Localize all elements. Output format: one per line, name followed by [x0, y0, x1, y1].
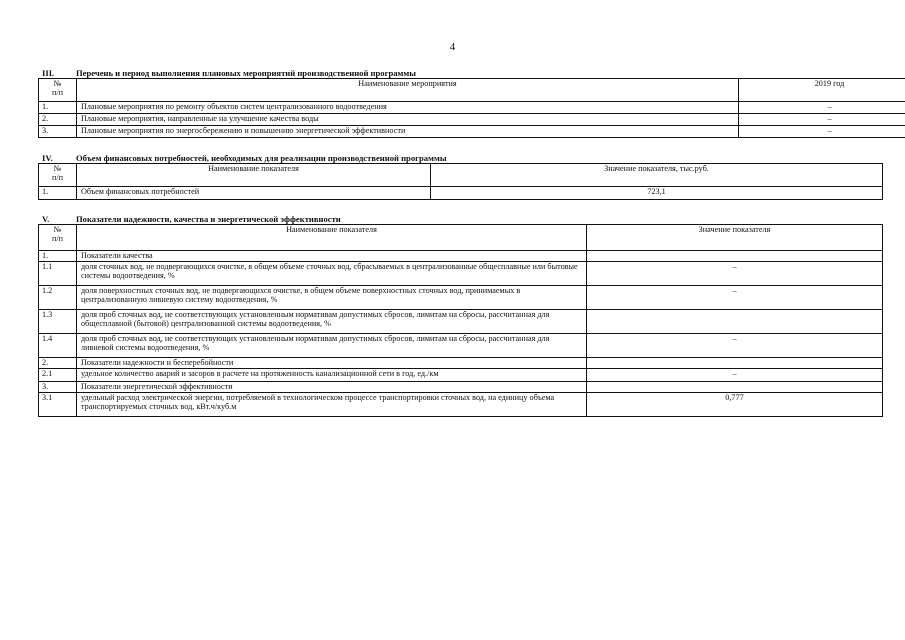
row-number: 1. — [39, 102, 77, 114]
table-header-row — [39, 225, 883, 251]
page-number: 4 — [449, 41, 456, 53]
row-value: – — [739, 126, 905, 138]
table-row — [39, 382, 883, 393]
row-name: Показатели надежности и бесперебойности — [77, 358, 587, 369]
row-value: – — [739, 102, 905, 114]
row-number: 1. — [39, 187, 77, 200]
section-5-title — [42, 214, 341, 224]
row-value: – — [587, 369, 883, 382]
table-row — [39, 310, 883, 334]
col-header-value: Значение показателя — [587, 225, 883, 251]
section-3-number: III. — [42, 68, 55, 78]
col-header-year: 2019 год — [739, 79, 905, 102]
row-name: доля проб сточных вод, не соответствующих установленным нормативам допустимых сбросов, лимитам на сбросы, рассчитанная для ливневой системы водоотведения, % — [77, 334, 587, 358]
section-5-heading: Показатели надежности, качества и энергетической эффективности — [76, 214, 341, 224]
col-header-no: № п/п — [39, 164, 77, 187]
row-number: 3. — [39, 382, 77, 393]
row-number: 2.1 — [39, 369, 77, 382]
row-name: Показатели качества — [77, 251, 587, 262]
section-4-heading: Объем финансовых потребностей, необходимых для реализации производственной программы — [76, 153, 447, 163]
row-number: 1.2 — [39, 286, 77, 310]
table-row — [39, 114, 905, 126]
row-number: 1.1 — [39, 262, 77, 286]
row-name: удельное количество аварий и засоров в расчете на протяженность канализационной сети в год, ед./км — [77, 369, 587, 382]
row-name: Плановые мероприятия, направленные на улучшение качества воды — [77, 114, 739, 126]
table-row — [39, 334, 883, 358]
row-number: 2. — [39, 114, 77, 126]
table-row — [39, 393, 883, 417]
indicators-table — [38, 224, 883, 417]
row-name: Объем финансовых потребностей — [77, 187, 431, 200]
row-number: 1.4 — [39, 334, 77, 358]
row-number: 1. — [39, 251, 77, 262]
row-value: – — [587, 334, 883, 358]
table-row — [39, 286, 883, 310]
section-4-number: IV. — [42, 153, 53, 163]
row-number: 1.3 — [39, 310, 77, 334]
financial-needs-table — [38, 163, 883, 200]
row-number: 2. — [39, 358, 77, 369]
row-value — [587, 251, 883, 262]
row-value: – — [587, 262, 883, 286]
row-value: – — [587, 286, 883, 310]
col-header-name: Наименование показателя — [77, 164, 431, 187]
col-header-name: Наименование показателя — [77, 225, 587, 251]
row-value — [587, 310, 883, 334]
row-value: 723,1 — [431, 187, 883, 200]
col-header-value: Значение показателя, тыс.руб. — [431, 164, 883, 187]
row-name: Плановые мероприятия по ремонту объектов систем централизованного водоотведения — [77, 102, 739, 114]
section-3-title — [42, 68, 416, 78]
table-row — [39, 251, 883, 262]
row-name: удельный расход электрической энергии, потребляемой в технологическом процессе транспортировки сточных вод, на единицу объема транспортируемых сточных вод, кВт.ч/куб.м — [77, 393, 587, 417]
section-5-number: V. — [42, 214, 50, 224]
col-header-name: Наименование мероприятия — [77, 79, 739, 102]
row-name: Показатели энергетической эффективности — [77, 382, 587, 393]
table-row — [39, 126, 905, 138]
table-row — [39, 369, 883, 382]
col-header-no: № п/п — [39, 79, 77, 102]
table-row — [39, 262, 883, 286]
row-name: доля сточных вод, не подвергающихся очистке, в общем объеме сточных вод, сбрасываемых в централизованные общесплавные или бытовые системы водоотведения, % — [77, 262, 587, 286]
row-value — [587, 358, 883, 369]
table-row — [39, 102, 905, 114]
section-3-heading: Перечень и период выполнения плановых мероприятий производственной программы — [76, 68, 416, 78]
planned-measures-table — [38, 78, 905, 138]
row-number: 3. — [39, 126, 77, 138]
row-value: – — [739, 114, 905, 126]
row-name: Плановые мероприятия по энергосбережению и повышению энергетической эффективности — [77, 126, 739, 138]
col-header-no: № п/п — [39, 225, 77, 251]
table-row — [39, 187, 883, 200]
table-header-row — [39, 79, 905, 102]
table-row — [39, 358, 883, 369]
section-4-title — [42, 153, 447, 163]
row-name: доля поверхностных сточных вод, не подвергающихся очистке, в общем объеме поверхностных сточных вод, принимаемых в централизованную ливневую систему водоотведения, % — [77, 286, 587, 310]
row-number: 3.1 — [39, 393, 77, 417]
row-value — [587, 382, 883, 393]
table-header-row — [39, 164, 883, 187]
row-name: доля проб сточных вод, не соответствующих установленным нормативам допустимых сбросов, лимитам на сбросы, рассчитанная для общесплавной (бытовой) централизованной системы водоотведения, % — [77, 310, 587, 334]
row-value: 0,777 — [587, 393, 883, 417]
